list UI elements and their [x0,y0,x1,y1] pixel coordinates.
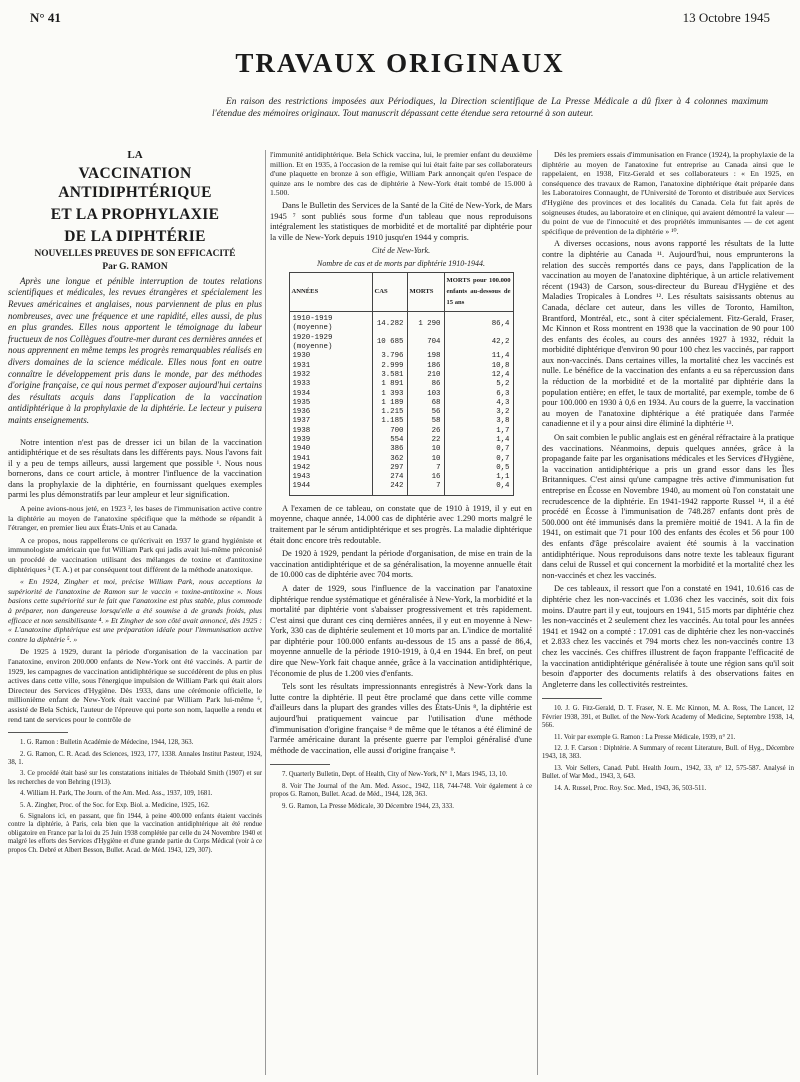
table-cell: 1944 [289,482,372,495]
paragraph: Dans le Bulletin des Services de la Santé de la Cité de New-York, de Mars 1945 ⁷ sont publiés sous forme d'un tableau que nous reproduisons intégralement les statistiques de morbidité et de mortalité par diphtérie pour la ville de New-York depuis 1910 jusqu'en 1944 y compris. [270,200,532,242]
paragraph: Dès les premiers essais d'immunisation en France (1924), la prophylaxie de la diphtérie au moyen de l'anatoxine fut entreprise au Canada ainsi que le rappelaient, en 1938, Fitz-Gerald et ses collaborateurs : « En 1925, en conséquence des travaux de Ramon, l'anatoxine diphtérique était préparée dans les Laboratoires Connaught, de l'Université de Toronto et distribuée aux Services d'Hygiène des provinces et des localités du Canada. Cela fut fait après de soigneuses études, au laboratoire et en clinique, qui avaient démontré la valeur — du point de vue de l'innocuité et des propriétés immunisantes — de cet agent spécifique de prévention de la diphtérie » ¹⁰. [542,150,794,236]
table-cell: 1933 [289,380,372,389]
article-abstract: Après une longue et pénible interruption de toutes relations scientifiques et médicales, les revues étrangères et spécialement les Revues américaines et anglaises, nous parviennent de plus en plus nombreuses, avec une fréquence et une rapidité, elles aussi, de plus en plus grandes. Elles nous apportent le témoignage du labeur fructueux de nos Collègues d'outre-mer durant ces dernières années et nous apprennent en même temps les progrès remarquables réalisés en divers domaines de la science médicale. Elles nous font en outre connaître le développement pris dans le monde, par des méthodes d'origine française, ce qui nous permet d'exposer aujourd'hui certains des résultats acquis dans l'application de la vaccination antidiphtérique à la prophylaxie de la diphtérie. Le lecteur y puisera maints enseignements. [8,275,262,425]
article-title-line: DE LA DIPHTÉRIE [64,227,206,245]
column-2 [270,150,532,1075]
table-cell: 0,4 [444,482,513,495]
table-row [289,445,513,454]
table-cell: 10,8 [444,362,513,371]
table-cell: 0,7 [444,455,513,464]
table-cell: 1 393 [372,390,407,399]
mortality-table [289,272,514,495]
table-cell: 210 [407,371,444,380]
table-cell: 1.185 [372,417,407,426]
table-row [289,312,513,334]
table-row [289,436,513,445]
footnote: 5. A. Zingher, Proc. of the Soc. for Exp. Biol. a. Medicine, 1925, 162. [20,801,210,809]
table-cell: 1920-1929 (moyenne) [289,334,372,353]
paragraph: On sait combien le public anglais est en général réfractaire à la pratique des vaccinations. Néanmoins, depuis quelques années, grâce à la propagande faite par les organisations médicales et les Services d'Hygiène, la vaccination antidiphtérique a pris un grand essor dans les Îles Britanniques. C'est ainsi qu'une campagne très active d'immunisation fut entreprise en Écosse en Novembre 1940, au moment où l'on constatait une recrudescence de la diphtérie. En 1941-1942 rapporte Russel ¹⁴, il a été procédé en Écosse à l'immunisation de 748.287 enfants dont près de 500.000 ont été immunisés dans la première moitié de 1941. A la fin de 1941, on estimait que 71 pour 100 des enfants des écoles et 56 pour 100 des enfants d'âge préscolaire avaient été soumis à la vaccination antidiphtérique. Nous reproduisons dans notre texte les tableaux figurant dans celui de Russel et qui concernent la morbidité et la mortalité chez les non-vaccinés et chez les vaccinés. [542,433,794,580]
table-row [289,352,513,361]
article-author: Par G. RAMON [102,262,168,273]
table-cell: 1937 [289,417,372,426]
table-cell: 86 [407,380,444,389]
table-cell: 1931 [289,362,372,371]
table-cell: 1943 [289,473,372,482]
table-cell: 0,7 [444,445,513,454]
table-cell: 0,5 [444,464,513,473]
column-rule [537,150,538,1075]
table-cell: 5,2 [444,380,513,389]
footnote-divider [542,698,602,699]
table-cell: 1 891 [372,380,407,389]
table-cell: 1934 [289,390,372,399]
footnote-divider [270,764,330,765]
table-cell: 1930 [289,352,372,361]
table-cell: 6,3 [444,390,513,399]
editorial-notice [212,96,768,120]
footnote: 6. Signalons ici, en passant, que fin 1944, à peine 400.000 enfants étaient vaccinés contre la diphtérie, à Paris, cela bien que la vaccination antidiphtérique ait été rendue obligatoire en France par la loi du 25 Juin 1938 complétée par celle du 24 Novembre 1940 et malgré les efforts des Services d'Hygiène et d'une grande partie du Corps Médical (voir à ce propos Ch. Debré et Albert Besson, Bullet. Acad. de Méd. 1943, 129, 307). [8,812,262,854]
table-row [289,417,513,426]
footnote: 12. J. F. Carson : Diphtérie. A Summary of recent Literature, Bull. of Hyg., Décembre 1943, 18, 383. [542,744,794,761]
table-row [289,334,513,353]
footnote-divider [8,732,68,733]
table-header-cell: MORTS [407,273,444,312]
table-cell: 22 [407,436,444,445]
table-cell: 297 [372,464,407,473]
table-cell: 1939 [289,436,372,445]
table-body [289,312,513,496]
issue-date: 13 Octobre 1945 [682,10,770,25]
section-title: TRAVAUX ORIGINAUX [235,48,565,78]
table-header-row [289,273,513,312]
issue-number: N° 41 [30,10,61,25]
column-3 [542,150,794,1075]
paragraph: De 1925 à 1929, durant la période d'organisation de la vaccination par l'anatoxine, environ 200.000 enfants de New-York ont été vaccinés. A partir de 1929, les campagnes de vaccination antidiphtérique se succédèrent de plus en plus actives dans cette ville, sous l'énergique impulsion de William Park qui était alors Directeur des Services d'Hygiène. Dès 1933, dans une cérémonie officielle, le millionième enfant de New-York était vacciné par William Park lui-même ⁶, assisté de Bela Schick, l'auteur de l'épreuve qui porte son nom, laquelle a rendu et rend tant de services pour le contrôle de [8,647,262,724]
table-cell: 362 [372,455,407,464]
article-title-line: LA [127,150,143,161]
paragraph: De 1920 à 1929, pendant la période d'organisation, de mise en train de la vaccination antidiphtérique et de sa généralisation, la moyenne annuelle était de 10.000 cas de diphtérie avec 704 morts. [270,549,532,580]
paragraph: A ce propos, nous rappellerons ce qu'écrivait en 1937 le grand hygiéniste et immunologiste américain que fut William Park qui jadis avait lui-même préconisé un procédé de vaccination utilisant des mélanges de toxine et d'antitoxine diphtériques ³ (T. A.) et par conséquent tout différent de la méthode anatoxique. [8,535,262,574]
table-cell: 42,2 [444,334,513,353]
table-cell: 1,4 [444,436,513,445]
table-cell: 1,7 [444,427,513,436]
table-cell: 4,3 [444,399,513,408]
table-row [289,473,513,482]
paragraph: A diverses occasions, nous avons rapporté les résultats de la lutte contre la diphtérie au Canada ¹¹. Aujourd'hui, nous emprunterons la relation des succès remportés dans ce pays, dans l'application de la vaccination au moyen de l'anatoxine diphtérique, à un article relativement récent (1943) de Carson, sous-directeur du Bureau d'Hygiène et des Maladies Tropicales à Londres ¹². Les résultats saisissants obtenus au Canada, déclare cet auteur, dans les villes de Toronto, Hamilton, Brantford, Montréal, etc., sont à citer spécialement. Fitz-Gerald, Fraser, Mc Kinnon et Ross montrent en 1938 que la vaccination de 90 pour 100 des enfants des écoles, au cours des années 1927 à 1932, réduit la morbidité diphtérique d'environ 90 pour 100 chez les vaccinés, par rapport aux non-vaccinés. Dans certaines villes, la mortalité chez les vaccinés est nulle. Le bénéfice de la vaccination des enfants a eu sa répercussion dans la réduction de la morbidité et de la mortalité par diphtérie dans la population entière; en effet, le taux de mortalité, par exemple, tombe de 6 pour 100.000 en 1930 à 0,6 en 1934. Au cours de la guerre, la vaccination au moyen de l'anatoxine diphtérique a été pratiquée dans l'armée canadienne et il y a pour ainsi dire éliminé la diphtérie ¹³. [542,239,794,429]
article-title-line: ET LA PROPHYLAXIE [50,205,220,223]
paragraph: Notre intention n'est pas de dresser ici un bilan de la vaccination antidiphtérique et de ses résultats dans les différents pays. Nous l'avons fait il y a peu de temps ailleurs, aussi largement que possible ¹. Nous nous bornerons, dans ce court article, à montrer l'influence de la vaccination dans la prophylaxie de la diphtérie, en fournissant quelques exemples parmi les plus démonstratifs par leur ampleur et leur signification. [8,437,262,500]
footnote: 7. Quarterly Bulletin, Dept. of Health, City of New-York, N° 1, Mars 1945, 13, 10. [282,771,508,779]
table-cell: 16 [407,473,444,482]
table-cell: 56 [407,408,444,417]
table-header-cell: CAS [372,273,407,312]
table-cell: 1938 [289,427,372,436]
table-cell: 26 [407,427,444,436]
table-row [289,399,513,408]
table-cell: 386 [372,445,407,454]
table-cell: 2.999 [372,362,407,371]
footnote: 3. Ce procédé était basé sur les constatations initiales de Théobald Smith (1907) et sur les recherches de von Behring (1913). [8,770,262,786]
table-cell: 10 [407,455,444,464]
table-cell: 1942 [289,464,372,473]
article-subtitle: NOUVELLES PREUVES DE SON EFFICACITÉ [34,248,236,259]
table-row [289,464,513,473]
table-row [289,380,513,389]
table-row [289,455,513,464]
table-cell: 1 189 [372,399,407,408]
table-cell: 10 685 [372,334,407,353]
table-cell: 700 [372,427,407,436]
table-cell: 7 [407,482,444,495]
table-cell: 58 [407,417,444,426]
table-cell: 12,4 [444,371,513,380]
paragraph: A dater de 1929, sous l'influence de la vaccination par l'anatoxine diphtérique rendue systématique et généralisée à New-York, la morbidité et la mortalité par diphtérie vont s'abaisser progressivement et très rapidement. C'est ainsi que durant ces cinq dernières années, il y eut en moyenne à New-York, 330 cas de diphtérie seulement et 10 morts par an. L'indice de mortalité par diphtérie pour 100.000 enfants au-dessous de 15 ans a passé de 86,4, moyenne annuelle de la période 1910-1919, à 0,4 en 1944. En bref, on peut dire que New-York fait chaque année, grâce à la vaccination antidiphtérique, l'économie de plus de 1.200 vies d'enfants. [270,583,532,678]
table-cell: 704 [407,334,444,353]
table-cell: 1941 [289,455,372,464]
column-rule [265,150,266,1075]
footnote: 10. J. G. Fitz-Gerald, D. T. Fraser, N. E. Mc Kinnon, M. A. Ross, The Lancet, 12 Février 1938, 391, et Bullet. of the New-York Academy of Medicine, Septembre 1938, 14, 566. [542,705,794,730]
table-cell: 1935 [289,399,372,408]
footnote: 4. William H. Park, The Journ. of the Am. Med. Ass., 1937, 109, 1681. [20,790,213,798]
table-cell: 242 [372,482,407,495]
page-header [30,8,770,30]
table-cell: 3.796 [372,352,407,361]
table-cell: 1.215 [372,408,407,417]
table-cell: 1 290 [407,312,444,334]
table-cell: 1910-1919 (moyenne) [289,312,372,334]
paragraph: Tels sont les résultats impressionnants enregistrés à New-York dans la lutte contre la diphtérie. Il peut être proclamé que dans cette ville comme d'ailleurs dans la plupart des grandes villes des États-Unis ⁸, la diphtérie est aujourd'hui pratiquement vaincue par l'utilisation d'une méthode d'immunisation d'origine française ⁸ de même que le tétanos a été éliminé de l'armée américaine durant la présente guerre par l'emploi généralisé d'une méthode de vaccination, elle aussi d'origine française ⁹. [270,682,532,755]
table-row [289,427,513,436]
quotation-paragraph: « En 1924, Zingher et moi, précise William Park, nous acceptions la supériorité de l'anatoxine de Ramon sur le vaccin « toxine-antitoxine ». Nous basions cette supériorité sur le fait que l'anatoxine est plus stable, plus commode à préparer, non dangereuse lorsqu'elle a été soumise à de grands froids, plus efficace et non sensibilisante ⁴. » Et Zingher de son côté avait annoncé, dès 1925 : « L'anatoxine diphtérique est une préparation idéale pour l'immunisation active contre la diphtérie ⁵. » [8,577,262,644]
footnote: 8. Voir The Journal of the Am. Med. Assoc., 1942, 118, 744-748. Voir également à ce propos G. Ramon, Bullet. Acad. de Méd., 1944, 128, 363. [270,782,532,799]
footnote: 11. Voir par exemple G. Ramon : La Presse Médicale, 1939, n° 21. [554,733,736,741]
column-1 [8,150,262,1075]
footnote: 9. G. Ramon, La Presse Médicale, 30 Décembre 1944, 23, 333. [282,802,454,810]
footnote: 1. G. Ramon : Bulletin Académie de Médecine, 1944, 128, 363. [20,739,194,747]
table-cell: 11,4 [444,352,513,361]
paragraph: A l'examen de ce tableau, on constate que de 1910 à 1919, il y eut en moyenne, chaque année, 14.000 cas de diphtérie avec 1.290 morts malgré le traitement par le sérum antidiphtérique et ses progrès. La maladie diphtérique était donc encore très redoutable. [270,503,532,545]
table-row [289,390,513,399]
table-cell: 68 [407,399,444,408]
table-cell: 1932 [289,371,372,380]
paragraph: De ces tableaux, il ressort que l'on a constaté en 1941, 10.616 cas de diphtérie chez les non-vaccinés et 1.036 chez les vaccinés, soit dix fois moins. D'autre part il y eut, toujours en 1941, 515 morts par diphtérie chez les non-vaccinés et 2 seulement chez les vaccinés. Au total pour les années 1941 et 1942 on a compté : 17.091 cas de diphtérie chez les non-vaccinés et 2.833 chez les vaccinés et 794 morts chez les non-vaccinés contre 13 chez les vaccinés. Ces chiffres illustrent de façon frappante l'efficacité de la vaccination antidiphtérique généralisée à toute une région sans qu'il soit besoin d'apporter des documents relatifs à des observations faites en Angleterre dans les collectivités restreintes. [542,584,794,689]
table-cell: 1,1 [444,473,513,482]
editorial-notice-text: En raison des restrictions imposées aux Périodiques, la Direction scientifique de La Presse Médicale a dû fixer à 4 colonnes maximum l'étendue des mémoires originaux. Tout manuscrit dépassant cette étendue sera retourné à son auteur. [212,97,768,119]
table-cell: 10 [407,445,444,454]
table-cell: 3,8 [444,417,513,426]
table-row [289,408,513,417]
paragraph: A peine avions-nous jeté, en 1923 ², les bases de l'immunisation active contre la diphtérie au moyen de l'anatoxine spécifique que la méthode se répandit à l'étranger, en premier lieu aux États-Unis et au Canada. [8,504,262,533]
footnote: 14. A. Russel, Proc. Roy. Soc. Med., 1943, 36, 503-511. [554,784,707,792]
table-cell: 198 [407,352,444,361]
table-cell: 1940 [289,445,372,454]
table-cell: 103 [407,390,444,399]
table-row [289,362,513,371]
table-cell: 186 [407,362,444,371]
table-cell: 3,2 [444,408,513,417]
table-cell: 14.282 [372,312,407,334]
table-header-cell: ANNÉES [289,273,372,312]
footnote: 13. Voir Sellers, Canad. Publ. Health Journ., 1942, 33, n° 12, 575-587. Analysé in Bullet. of War Med., 1943, 3, 643. [542,764,794,781]
table-caption: Cité de New-York. [371,246,431,256]
table-cell: 86,4 [444,312,513,334]
table-header-cell: MORTS pour 100.000 enfants au-dessous de 15 ans [444,273,513,312]
table-cell: 554 [372,436,407,445]
table-row [289,371,513,380]
paragraph: l'immunité antidiphtérique. Bela Schick vaccina, lui, le premier enfant du deuxième million. Et en 1935, à l'occasion de la remise qui lui était faite par ses collaborateurs d'une plaquette en bronze à son effigie, William Park annonçait qu'en l'espace de quinze ans le nombre des cas de diphtérie à New-York était tombé de 15.000 à 1.500. [270,150,532,198]
footnote: 2. G. Ramon, C. R. Acad. des Sciences, 1923, 177, 1338. Annales Institut Pasteur, 1924, 38, 1. [8,750,262,766]
table-cell: 1936 [289,408,372,417]
article-title-line: VACCINATION ANTIDIPHTÉRIQUE [58,164,212,201]
table-row [289,482,513,495]
table-cell: 274 [372,473,407,482]
table-caption: Nombre de cas et de morts par diphtérie 1910-1944. [317,259,485,269]
table-cell: 7 [407,464,444,473]
table-cell: 3.581 [372,371,407,380]
